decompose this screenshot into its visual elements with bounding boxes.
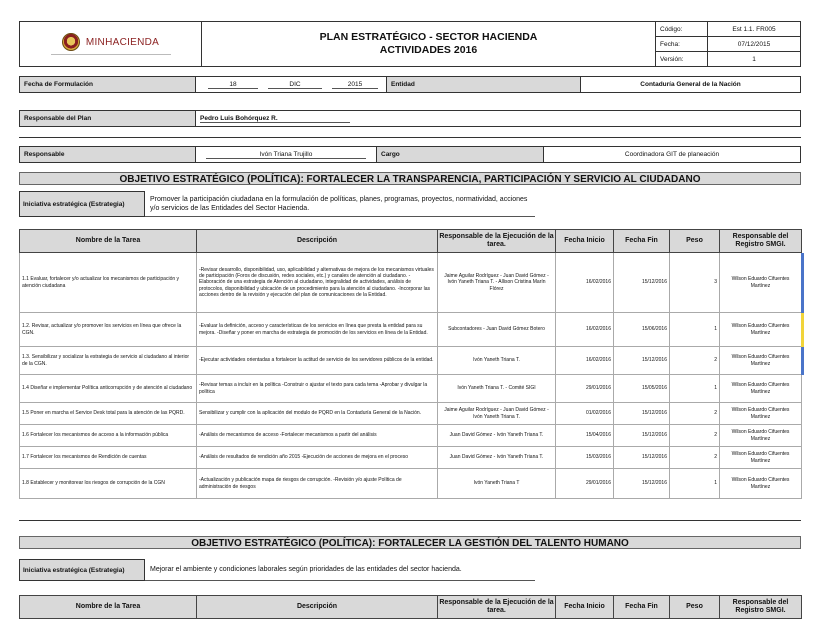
task-sgmi-owner: Wilson Eduardo Cifuentes Martínez: [720, 347, 802, 375]
col-weight: Peso: [670, 230, 720, 253]
task-description: -Actualización y publicación mapa de riesgos de corrupción. -Revisión y/o ajuste Política de administración de riesgos: [197, 469, 438, 499]
meta-value: 1: [708, 52, 801, 67]
initiative-2-label: Iniciativa estratégica (Estrategia): [19, 559, 145, 581]
col-desc: Descripción: [197, 596, 438, 619]
col-end: Fecha Fin: [614, 596, 670, 619]
divider: [19, 137, 801, 138]
row-marker: [801, 347, 804, 375]
entity-label: Entidad: [386, 77, 581, 92]
plan-owner-label: Responsable del Plan: [20, 111, 196, 126]
table-row: [20, 313, 802, 347]
crest-icon: [62, 33, 80, 51]
task-weight: 1: [670, 469, 720, 499]
logo-cell: [20, 22, 202, 67]
task-start-date: 29/01/2016: [556, 469, 614, 499]
initiative-2-text: Mejorar el ambiente y condiciones laborales según prioridades de las entidades del sector hacienda.: [145, 559, 535, 581]
task-start-date: 16/02/2016: [556, 347, 614, 375]
objective-2-title: OBJETIVO ESTRATÉGICO (POLÍTICA): FORTALECER LA GESTIÓN DEL TALENTO HUMANO: [19, 536, 801, 549]
task-end-date: 15/06/2016: [614, 313, 670, 347]
formulation-bar: [19, 76, 801, 93]
col-sgmi: Responsable del Registro SMGI.: [720, 596, 802, 619]
task-weight: 1: [670, 375, 720, 403]
col-owner: Responsable de la Ejecución de la tarea.: [438, 596, 556, 619]
task-sgmi-owner: Wilson Eduardo Cifuentes Martínez: [720, 403, 802, 425]
task-sgmi-owner: Wilson Eduardo Cifuentes Martínez: [720, 425, 802, 447]
logo-text: MINHACIENDA: [85, 36, 160, 48]
initiative-1-text: Promover la participación ciudadana en la formulación de políticas, planes, programas, proyectos, normatividad, acciones y/o servicios de las Entidades del Sector Hacienda.: [145, 191, 535, 217]
task-end-date: 15/12/2016: [614, 253, 670, 313]
col-weight: Peso: [670, 596, 720, 619]
document-header: [19, 21, 801, 67]
col-owner: Responsable de la Ejecución de la tarea.: [438, 230, 556, 253]
task-description: -Análisis de resultados de rendición año 2015 -Ejecución de acciones de mejora en el proceso: [197, 447, 438, 469]
table-row: [20, 253, 802, 313]
plan-owner-bar: [19, 110, 801, 127]
task-sgmi-owner: Wilson Eduardo Cifuentes Martínez: [720, 313, 802, 347]
task-name: 1.5 Poner en marcha el Service Desk total para la atención de las PQRD.: [20, 403, 197, 425]
task-end-date: 15/12/2016: [614, 447, 670, 469]
task-name: 1.8 Establecer y monitorear los riesgos de corrupción de la CGN: [20, 469, 197, 499]
task-name: 1.4 Diseñar e implementar Política anticorrupción y de atención al ciudadano: [20, 375, 197, 403]
meta-key: Versión:: [656, 52, 708, 67]
task-start-date: 16/02/2016: [556, 313, 614, 347]
task-name: 1.7 Fortalecer los mecanismos de Rendición de cuentas: [20, 447, 197, 469]
initiative-2: [19, 559, 801, 581]
meta-value: Est 1.1. FR005: [708, 22, 801, 37]
col-task: Nombre de la Tarea: [20, 230, 197, 253]
col-start: Fecha Inicio: [556, 596, 614, 619]
task-end-date: 15/12/2016: [614, 403, 670, 425]
col-task: Nombre de la Tarea: [20, 596, 197, 619]
task-owner: Subcontadores - Juan David Gómez Botero: [438, 313, 556, 347]
task-owner: Jaime Aguilar Rodríguez - Juan David Gómez - Ivón Yaneth Triana T.: [438, 403, 556, 425]
plan-owner-value: Pedro Luis Bohórquez R.: [200, 115, 350, 123]
task-name: 1.6 Fortalecer los mecanismos de acceso a la información pública: [20, 425, 197, 447]
col-end: Fecha Fin: [614, 230, 670, 253]
task-start-date: 16/02/2016: [556, 253, 614, 313]
task-start-date: 29/01/2016: [556, 375, 614, 403]
initiative-1-label: Iniciativa estratégica (Estrategia): [19, 191, 145, 217]
task-owner: Ivón Yaneth Triana T. - Comité SIGI: [438, 375, 556, 403]
formulation-year: 2015: [332, 81, 378, 89]
initiative-1: [19, 191, 801, 217]
meta-key: Código:: [656, 22, 708, 37]
cargo-label: Cargo: [376, 147, 544, 162]
task-sgmi-owner: Wilson Eduardo Cifuentes Martínez: [720, 469, 802, 499]
task-name: 1.3. Sensibilizar y socializar la estrategia de servicio al ciudadano al interior de la CGN.: [20, 347, 197, 375]
task-start-date: 15/03/2016: [556, 447, 614, 469]
entity-value: Contaduría General de la Nación: [640, 81, 741, 88]
task-end-date: 15/12/2016: [614, 347, 670, 375]
tasks-table-1: [19, 229, 802, 499]
table-row: [20, 447, 802, 469]
task-weight: 1: [670, 313, 720, 347]
document-title: [202, 22, 656, 67]
formulation-label: Fecha de Formulación: [20, 77, 196, 92]
formulation-month: DIC: [268, 81, 322, 89]
task-owner: Ivón Yaneth Triana T: [438, 469, 556, 499]
row-marker: [801, 253, 804, 313]
task-start-date: 01/02/2016: [556, 403, 614, 425]
responsible-bar: [19, 146, 801, 163]
col-start: Fecha Inicio: [556, 230, 614, 253]
task-name: 1.2. Revisar, actualizar y/o promover los servicios en línea que ofrece la CGN.: [20, 313, 197, 347]
task-owner: Juan David Gómez - Ivón Yaneth Triana T.: [438, 447, 556, 469]
task-weight: 3: [670, 253, 720, 313]
task-description: -Análisis de mecanismos de acceso -Fortalecer mecanismos a partir del análisis: [197, 425, 438, 447]
task-sgmi-owner: Wilson Eduardo Cifuentes Martínez: [720, 375, 802, 403]
table-row: [20, 469, 802, 499]
table-row: [20, 375, 802, 403]
task-sgmi-owner: Wilson Eduardo Cifuentes Martínez: [720, 447, 802, 469]
divider: [19, 520, 801, 521]
cargo-value: Coordinadora GIT de planeación: [624, 151, 720, 158]
task-weight: 2: [670, 347, 720, 375]
col-sgmi: Responsable del Registro SMGI.: [720, 230, 802, 253]
title-line-2: ACTIVIDADES 2016: [379, 44, 478, 56]
task-description: -Evaluar la definición, acceso y características de los servicios en línea que presta la entidad para su mejora. -Diseñar y poner en marcha de estrategia de promoción de los servicios en línea de la Entidad.: [197, 313, 438, 347]
task-owner: Juan David Gómez - Ivón Yaneth Triana T.: [438, 425, 556, 447]
task-weight: 2: [670, 403, 720, 425]
task-name: 1.1 Evaluar, fortalecer y/o actualizar los mecanismos de participación y atención ciudadana: [20, 253, 197, 313]
task-sgmi-owner: Wilson Eduardo Cifuentes Martínez: [720, 253, 802, 313]
task-description: -Revisar temas a incluir en la política -Construir o ajustar el texto para cada tema -Aprobar y divulgar la política: [197, 375, 438, 403]
task-description: Sensibilizar y cumplir con la aplicación del modulo de PQRD en la Contaduría General de la Nación.: [197, 403, 438, 425]
task-owner: Jaime Aguilar Rodríguez - Juan David Gómez - Ivón Yaneth Triana T. - Allison Cristina Marín Flórez: [438, 253, 556, 313]
table-row: [20, 425, 802, 447]
task-end-date: 15/05/2016: [614, 375, 670, 403]
table-row: [20, 347, 802, 375]
meta-key: Fecha:: [656, 37, 708, 52]
title-line-1: PLAN ESTRATÉGICO - SECTOR HACIENDA: [319, 31, 538, 43]
task-weight: 2: [670, 425, 720, 447]
task-end-date: 15/12/2016: [614, 469, 670, 499]
table-row: [20, 403, 802, 425]
task-weight: 2: [670, 447, 720, 469]
task-owner: Ivón Yaneth Triana T.: [438, 347, 556, 375]
col-desc: Descripción: [197, 230, 438, 253]
task-start-date: 15/04/2016: [556, 425, 614, 447]
responsible-label: Responsable: [20, 147, 196, 162]
task-end-date: 15/12/2016: [614, 425, 670, 447]
task-description: -Ejecutar actividades orientadas a fortalecer la actitud de servicio de los servidores públicos de la entidad.: [197, 347, 438, 375]
meta-value: 07/12/2015: [708, 37, 801, 52]
responsible-value: Ivón Triana Trujillo: [206, 151, 366, 159]
row-marker: [801, 313, 804, 347]
objective-1-title: OBJETIVO ESTRATÉGICO (POLÍTICA): FORTALECER LA TRANSPARENCIA, PARTICIPACIÓN Y SERVICIO AL CIUDADANO: [19, 172, 801, 185]
tasks-table-2: [19, 595, 802, 619]
formulation-day: 18: [208, 81, 258, 89]
task-description: -Revisar desarrollo, disponibilidad, uso, aplicabilidad y alternativas de mejora de los mecanismos virtuales de participación (Foros de discusión, redes sociales, etc.) y canales de atención al ciudadano. -Elaboración de una estrategia de Atención al ciudadano, integralidad de actividades, análisis de protocolos, disponibilidad y ubicación de un procedimiento para la atención al ciudadano. -Incorporar las acciones dentro de la revisión y ejecución del plan de comunicaciones de la Entidad.: [197, 253, 438, 313]
